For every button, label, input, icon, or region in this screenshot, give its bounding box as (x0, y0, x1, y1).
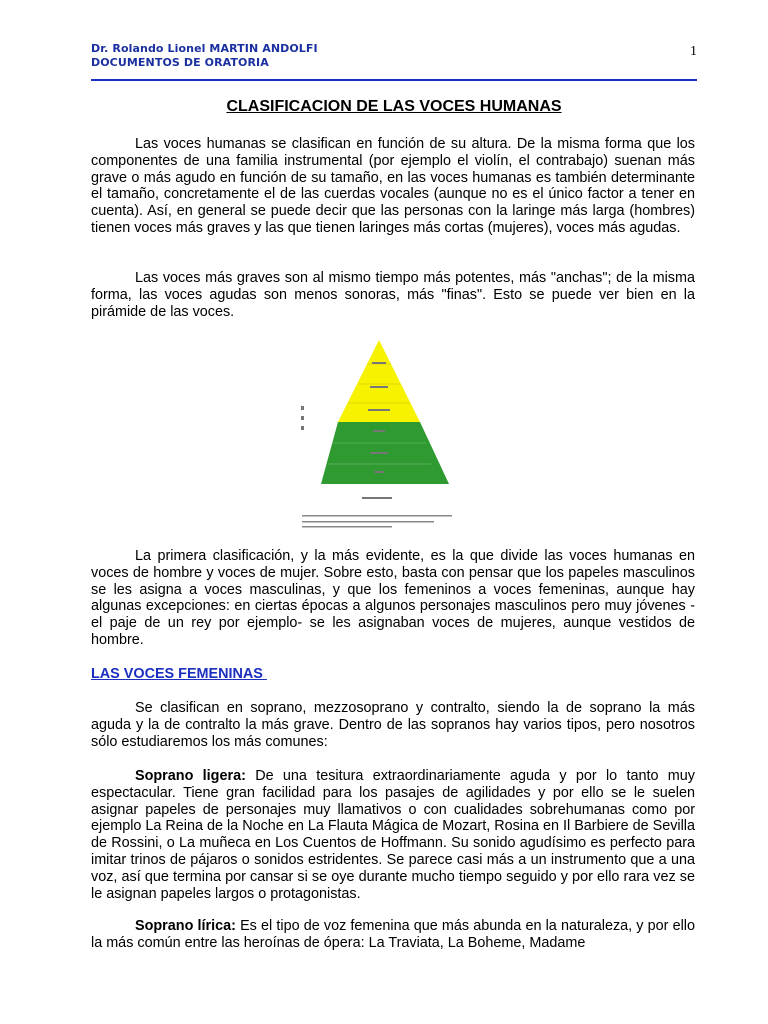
paragraph-text: Es el tipo de voz femenina que más abunda en la naturaleza, y por ello la más común entre las heroínas de ópera: La Traviata, La Boheme, Madame (91, 918, 695, 951)
paragraph-soprano-lirica (91, 918, 695, 952)
paragraph-text: Las voces más graves son al mismo tiempo más potentes, más "anchas"; de la misma forma, las voces agudas son menos sonoras, más "finas". Esto se puede ver bien en la pirámide de las voces. (91, 270, 695, 320)
page-number: 1 (690, 44, 697, 59)
paragraph-text: La primera clasificación, y la más evidente, es la que divide las voces humanas en voces de hombre y voces de mujer. Sobre esto, basta con pensar que los papeles masculinos se les asigna a voces masculinas, y que los femeninos a voces femeninas, aunque hay algunas excepciones: en ciertas épocas a algunos personajes masculinos pero muy jóvenes -el paje de un rey por ejemplo- se les asignaban voces de mujeres, aunque vestidos de hombre. (91, 548, 695, 648)
paragraph-intro (91, 136, 695, 237)
header-subtitle: DOCUMENTOS DE ORATORIA (91, 56, 269, 69)
paragraph-text: Las voces humanas se clasifican en función de su altura. De la misma forma que los componentes de una familia instrumental (por ejemplo el violín, el contrabajo) suenan más grave o más agudo en función de su tamaño, en las voces humanas es también determinante el tamaño, concretamente el de las cuerdas vocales (aunque no es el único factor a tener en cuenta). Así, en general se puede decir que las personas con la laringe más larga (hombres) tienen voces más graves y las que tienen laringes más cortas (mujeres), voces más agudas. (91, 136, 695, 236)
header-rule (91, 79, 697, 81)
term-soprano-ligera: Soprano ligera: (135, 768, 246, 784)
paragraph-female-types (91, 700, 695, 750)
paragraph-classification (91, 548, 695, 649)
paragraph-text: De una tesitura extraordinariamente aguda y por lo tanto muy espectacular. Tiene gran facilidad para los pasajes de agilidades y por ello se le suelen asignar papeles de personajes muy llamativos o con cualidades sobrehumanas como por ejemplo La Reina de la Noche en La Flauta Mágica de Mozart, Rosina en Il Barbiere de Sevilla de Rossini, o La muñeca en Los Cuentos de Hoffmann. Su sonido agudísimo es perfecto para imitar trinos de pájaros o sonidos estridentes. Se parece casi más a un instrumento que a una voz, así que termina por cansar si se oye durante mucho tiempo seguido y por ello rara vez se le asignan papeles largos o protagonistas. (91, 768, 695, 902)
paragraph-pyramid-intro (91, 270, 695, 320)
document-title: CLASIFICACION DE LAS VOCES HUMANAS (226, 98, 562, 115)
pyramid-caption-marks (302, 515, 452, 528)
voice-pyramid-figure (296, 336, 462, 532)
paragraph-soprano-ligera (91, 768, 695, 902)
page-header (91, 42, 697, 80)
header-author: Dr. Rolando Lionel MARTIN ANDOLFI (91, 42, 318, 55)
section-heading-female-voices: LAS VOCES FEMENINAS (91, 666, 267, 682)
paragraph-text: Se clasifican en soprano, mezzosoprano y contralto, siendo la de soprano la más aguda y la de contralto la más grave. Dentro de las sopranos hay varios tipos, pero nosotros sólo estudiaremos los más comunes: (91, 700, 695, 750)
term-soprano-lirica: Soprano lírica: (135, 918, 236, 934)
